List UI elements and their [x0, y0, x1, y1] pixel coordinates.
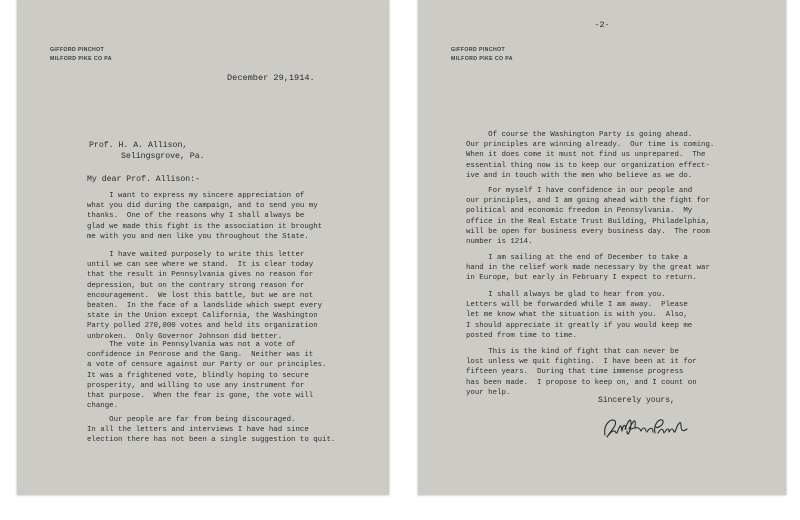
- letter-page-1: [17, 0, 389, 495]
- letter-date: December 29,1914.: [227, 73, 315, 83]
- letterhead-name: GIFFORD PINCHOT: [451, 47, 506, 53]
- paragraph: For myself I have confidence in our people and our principles, and I am going ahead with the fight for political and economic freedom in Pennsylvania. My office in the Real Estate Trust Building, Philadelphia, will be open for business every business day. The room number is 1214.: [466, 187, 710, 247]
- paragraph: Our people are far from being discouraged. In all the letters and interviews I have had since election there has not been a single suggestion to quit.: [87, 416, 336, 445]
- recipient-name: Prof. H. A. Allison,: [89, 141, 188, 150]
- letterhead-name: GIFFORD PINCHOT: [50, 47, 105, 53]
- paragraph: This is the kind of fight that can never be lost unless we quit fighting. I have been at it for fifteen years. During that time immense progress has been made. I propose to keep on, and I count on your help.: [466, 348, 697, 397]
- recipient-address: [89, 140, 205, 162]
- paragraph: I have waited purposely to write this letter until we can see where we stand. It is clear today that the result in Pennsylvania gives no reason for depression, but on the contrary strong reason for encouragement. We lost this battle, but we are not beaten. In the face of a landslide which swept every state in the Union except California, the Washington Party polled 270,000 votes and held its organization unbroken. Only Governor Johnson did better.: [87, 251, 323, 341]
- letterhead: [50, 46, 112, 64]
- signature: [601, 411, 693, 443]
- salutation: My dear Prof. Allison:-: [87, 175, 201, 184]
- page-number: -2-: [594, 20, 610, 30]
- letterhead-address: MILFORD PIKE CO PA: [451, 56, 513, 62]
- paragraph: I am sailing at the end of December to take a hand in the relief work made necessary by the great war in Europe, but early in February I expect to return.: [466, 254, 710, 283]
- paragraph: I want to express my sincere appreciation of what you did during the campaign, and to send you my thanks. One of the reasons why I shall always be glad we made this fight is the association it brought me with you and men like you throughout the State.: [87, 192, 323, 241]
- paragraph: Of course the Washington Party is going ahead. Our principles are winning already. Our time is coming. When it does come it must not find us unprepared. The essential thing now is to keep our organization effect- ive and in touch with the men who believe as we do.: [466, 131, 715, 180]
- paragraph: The vote in Pennsylvania was not a vote of confidence in Penrose and the Gang. Neither was it a vote of censure against our Party or our principles. It was a frightened vote, blindly hoping to secure prosperity, and willing to use any instrument for that purpose. When the fear is gone, the vote will change.: [87, 341, 327, 411]
- letterhead-address: MILFORD PIKE CO PA: [50, 56, 112, 62]
- closing: Sincerely yours,: [598, 396, 675, 405]
- paragraph: I shall always be glad to hear from you. Letters will be forwarded while I am away. Please let me know what the situation is with you. Also, I should appreciate it greatly if you would keep me posted from time to time.: [466, 291, 693, 340]
- letter-page-2: [418, 0, 786, 495]
- letterhead: [451, 46, 513, 64]
- recipient-town: Selingsgrove, Pa.: [121, 152, 205, 161]
